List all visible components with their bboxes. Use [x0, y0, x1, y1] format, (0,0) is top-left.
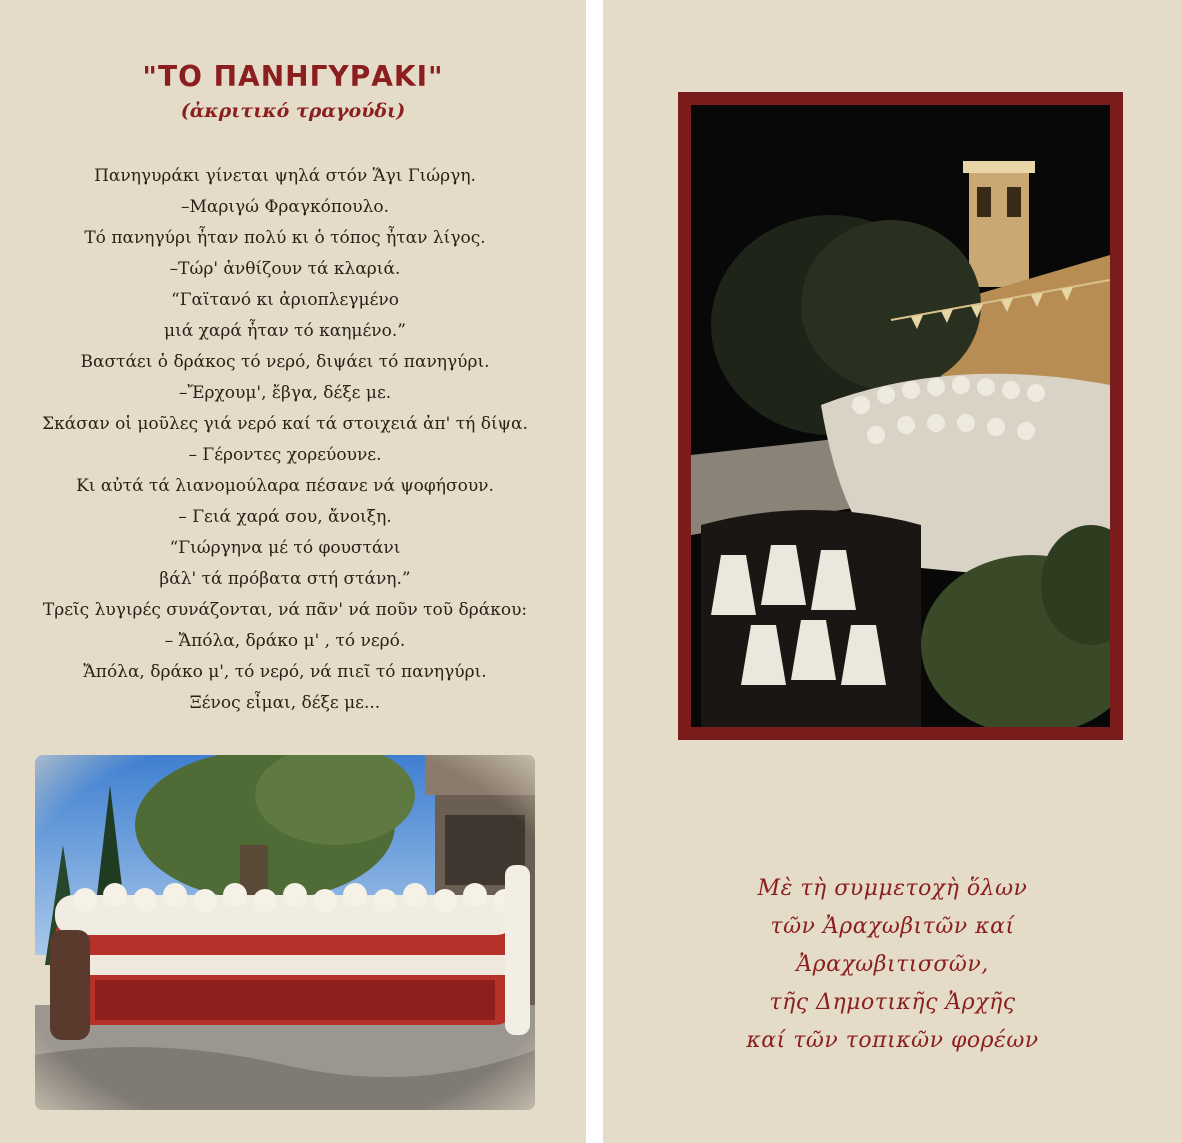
children-costume-photo: [35, 755, 535, 1110]
poem-line: Τό πανηγύρι ἦταν πολύ κι ὁ τόπος ἦταν λίγος.: [84, 228, 486, 248]
dedication-line: καί τῶν τοπικῶν φορέων: [746, 1028, 1039, 1053]
poem-line: – Γειά χαρά σου, ἄνοιξη.: [178, 507, 392, 527]
poem-line: – Ἄπόλα, δράκο μ' , τό νερό.: [164, 631, 406, 651]
poem-line: – Γέροντες χορεύουνε.: [188, 445, 382, 465]
poem-line: Πανηγυράκι γίνεται ψηλά στόν Ἅγι Γιώργη.: [94, 166, 476, 186]
poem-line: –Τώρ' ἀνθίζουν τά κλαριά.: [169, 259, 401, 279]
dedication-line: Ἀραχωβιτισσῶν,: [796, 952, 989, 977]
poem-line: βάλ' τά πρόβατα στή στάνη.”: [159, 569, 411, 589]
poem-line: Ἄπόλα, δράκο μ', τό νερό, νά πιεῖ τό πανηγύρι.: [83, 662, 487, 682]
poem-line: “Γιώργηνα μέ τό φουστάνι: [169, 538, 401, 558]
right-page: [603, 0, 1182, 1143]
poem-line: –Μαριγώ Φραγκόπουλο.: [180, 197, 390, 217]
dedication-line: Μὲ τὴ συμμετοχὴ ὅλων: [757, 876, 1028, 901]
poem-line: –Ἔρχουμ', ἔβγα, δέξε με.: [178, 383, 392, 403]
poem-line: μιά χαρά ἦταν τό καημένο.”: [164, 321, 406, 341]
poem-line: Κι αὐτά τά λιανομούλαρα πέσανε νά ψοφήσουν.: [76, 476, 494, 496]
left-page: [0, 0, 586, 1143]
dedication-text: [603, 870, 1182, 1060]
poem-line: “Γαϊτανό κι ἀριοπλεγμένο: [171, 290, 399, 310]
poem-line: Σκάσαν οἱ μοῦλες γιά νερό καί τά στοιχειά ἀπ' τή δίψα.: [42, 414, 528, 434]
poem-line: Τρεῖς λυγιρές συνάζονται, νά πᾶν' νά ποῦν τοῦ δράκου:: [42, 600, 528, 620]
dedication-line: τῆς Δημοτικῆς Ἀρχῆς: [769, 990, 1016, 1015]
poem-verses: [20, 161, 550, 719]
song-subtitle: (ἀκριτικό τραγούδι): [180, 100, 406, 122]
dedication-line: τῶν Ἀραχωβιτῶν καί: [770, 914, 1015, 939]
poem-line: Ξένος εἶμαι, δέξε με...: [189, 693, 381, 713]
night-festival-photo: [678, 92, 1123, 740]
poem-line: Βαστάει ὁ δράκος τό νερό, διψάει τό πανηγύρι.: [80, 352, 490, 372]
song-title: "ΤΟ ΠΑΝΗΓΥΡΑΚΙ": [142, 60, 444, 93]
